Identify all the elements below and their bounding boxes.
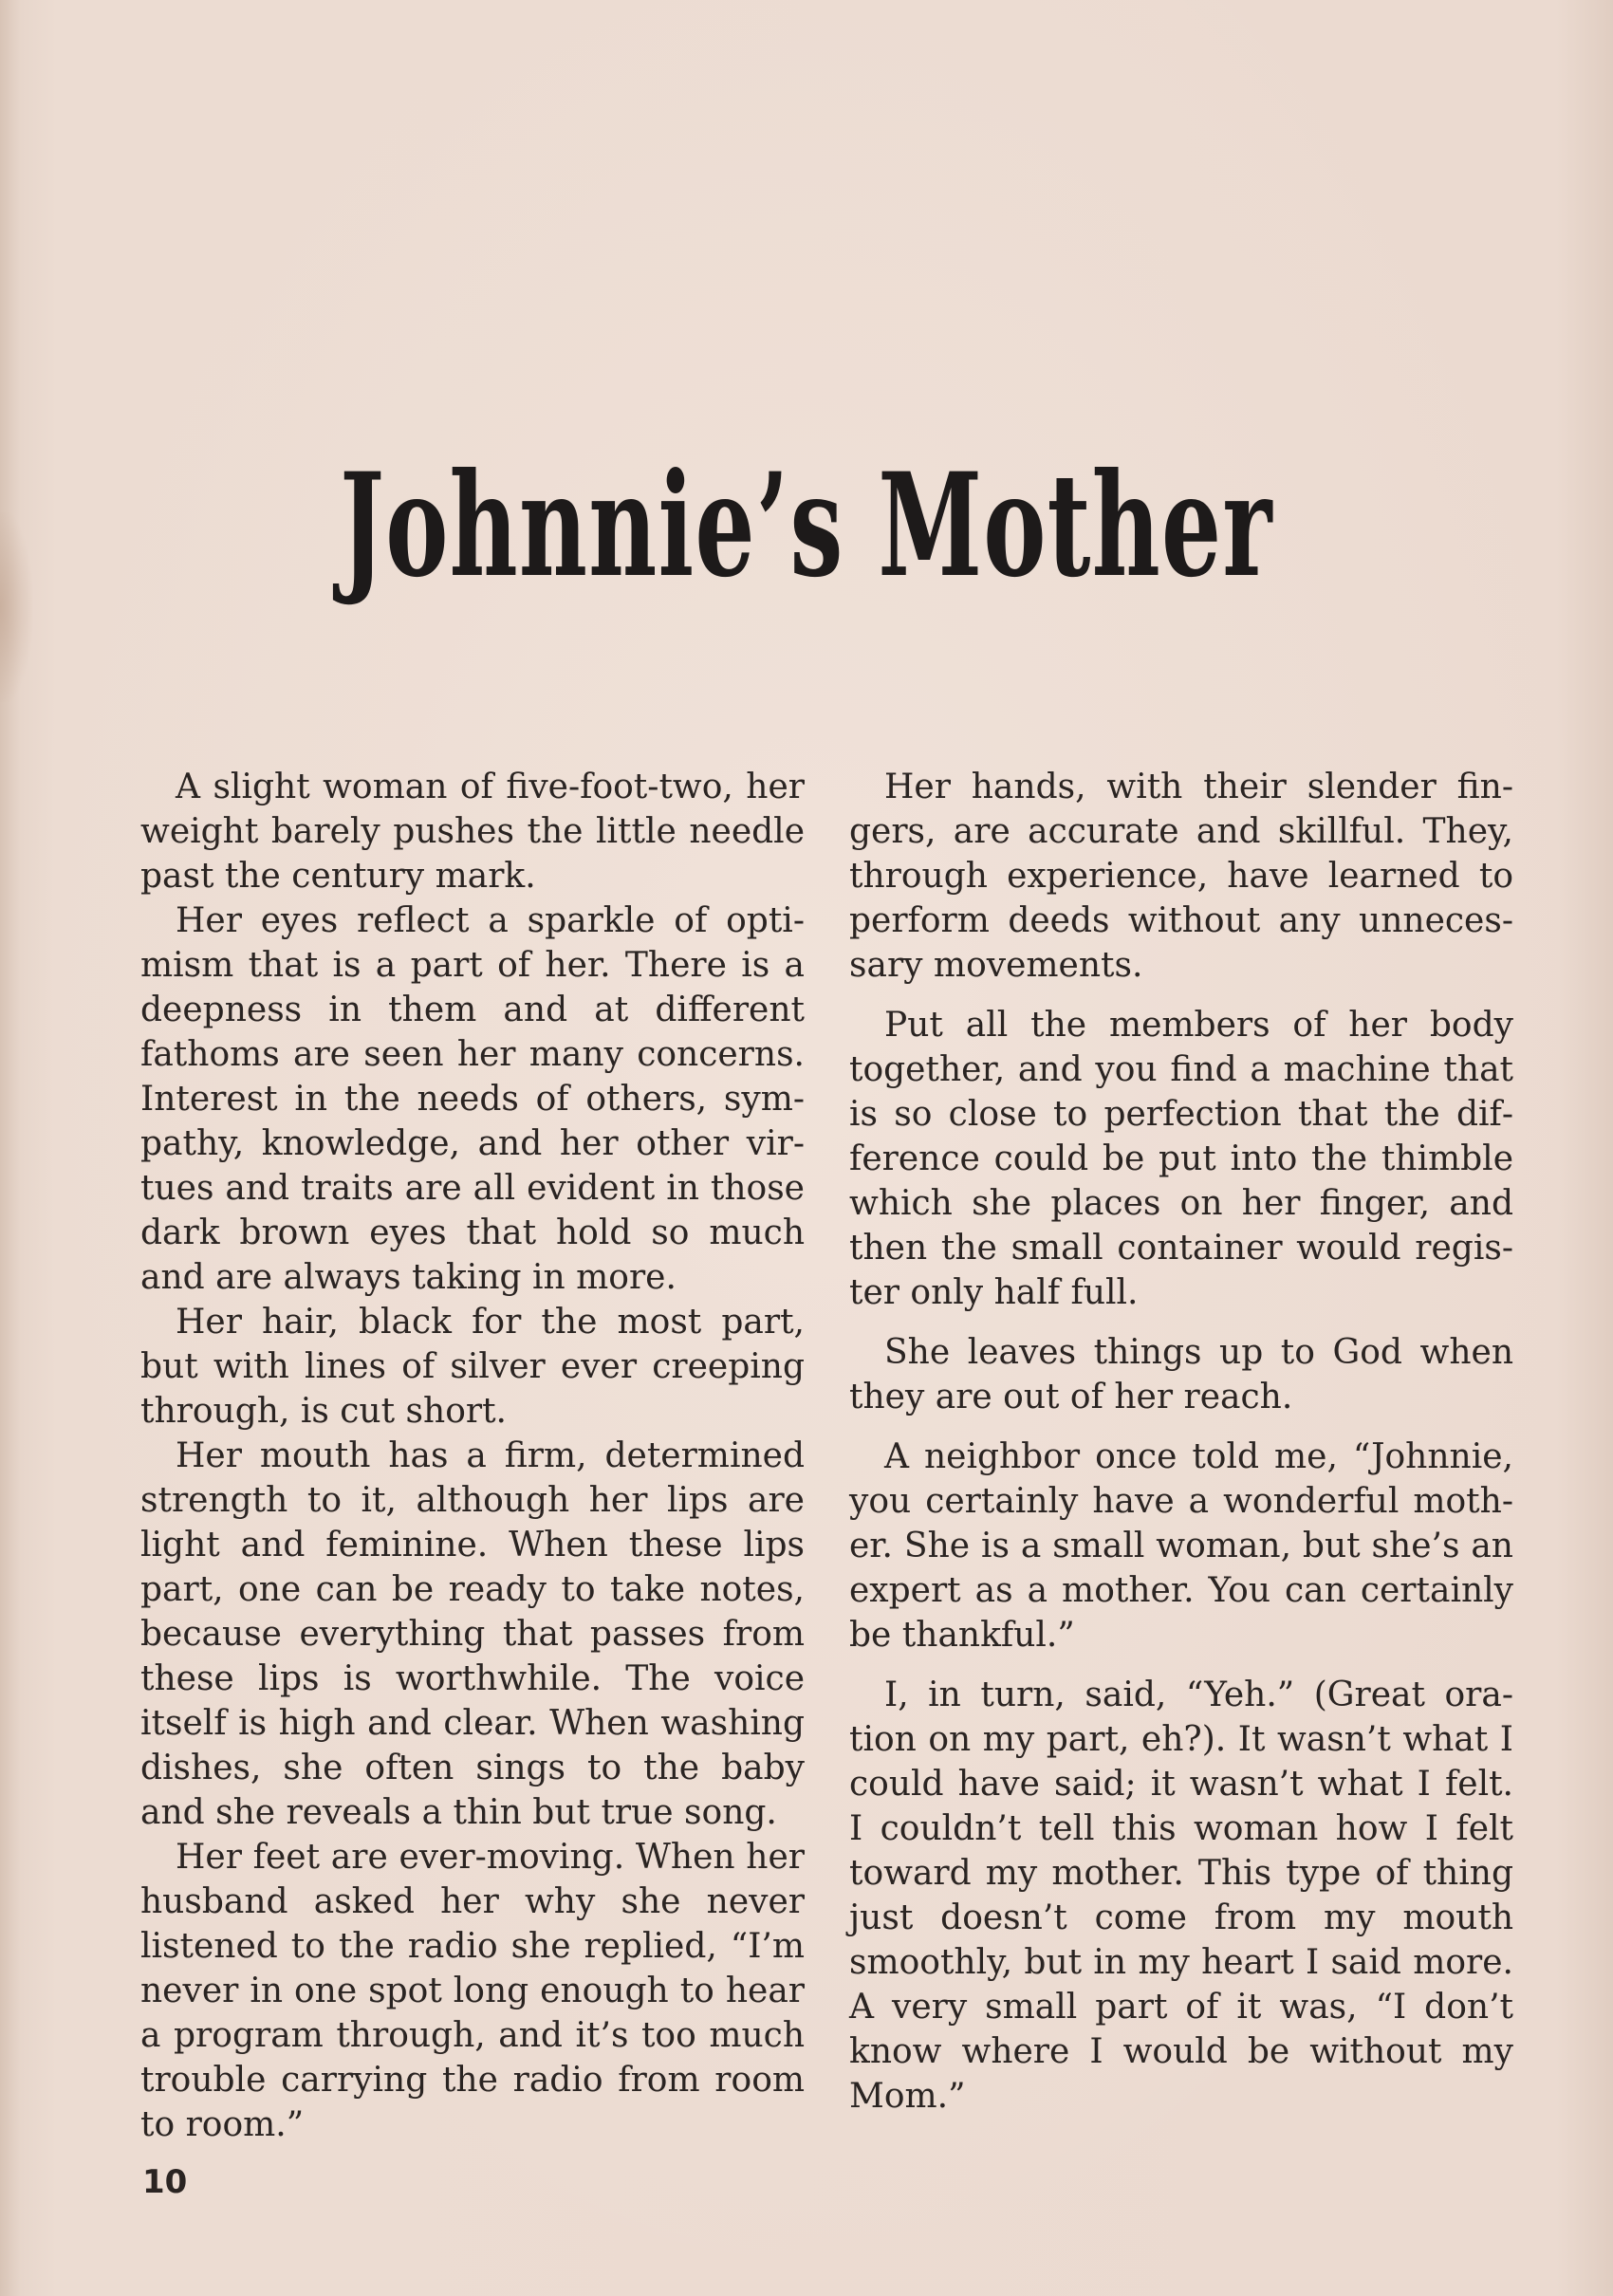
- page-number: 10: [142, 2163, 188, 2201]
- left-column: [140, 765, 805, 2147]
- right-column: [849, 765, 1513, 2119]
- paragraph-right-4: A neighbor once told me, “Johnnie, you certainly have a wonderful mother. She is a small woman, but she’s an expert as a mother. You can certainly be thankful.”: [849, 1437, 1513, 1655]
- article-title: Johnnie’s Mother: [340, 441, 1273, 609]
- paragraph-right-2: Put all the members of her body together, and you find a machine that is so close to perfection that the difference could be put into the thimble which she places on her finger, and then the small container would register only half full.: [849, 1006, 1513, 1312]
- paragraph-right-1: Her hands, with their slender fingers, are accurate and skillful. They, through experience, have learned to perform deeds without any unnecessary movements.: [849, 768, 1513, 985]
- paragraph-left-4: Her mouth has a firm, determined strength to it, although her lips are light and feminine. When these lips part, one can be ready to take notes, because everything that passes from these lips is worthwhile. The voice itself is high and clear. When washing dishes, she often sings to the baby and she reveals a thin but true song.: [140, 1436, 805, 1832]
- paragraph-left-2: Her eyes reflect a sparkle of optimism that is a part of her. There is a deepness in them and at different fathoms are seen her many concerns. Interest in the needs of others, sympathy, knowledge, and her other virtues and traits are all evident in those dark brown eyes that hold so much and are always taking in more.: [140, 901, 805, 1297]
- paragraph-right-5: I, in turn, said, “Yeh.” (Great oration on my part, eh?). It wasn’t what I could have said; it wasn’t what I felt. I couldn’t tell this woman how I felt toward my mother. This type of thing just doesn’t come from my mouth smoothly, but in my heart I said more. A very small part of it was, “I don’t know where I would be without my Mom.”: [849, 1676, 1513, 2116]
- paragraph-left-3: Her hair, black for the most part, but with lines of silver ever creeping through, is cut short.: [140, 1303, 805, 1431]
- paragraph-right-3: She leaves things up to God when they are out of her reach.: [849, 1333, 1513, 1416]
- paragraph-left-1: A slight woman of five-foot-two, her weight barely pushes the little needle past the century mark.: [140, 768, 805, 896]
- page-edge-stain: [0, 512, 32, 702]
- paragraph-left-5: Her feet are ever-moving. When her husband asked her why she never listened to the radio she replied, “I’m never in one spot long enough to hear a program through, and it’s too much trouble carrying the radio from room to room.”: [140, 1838, 805, 2144]
